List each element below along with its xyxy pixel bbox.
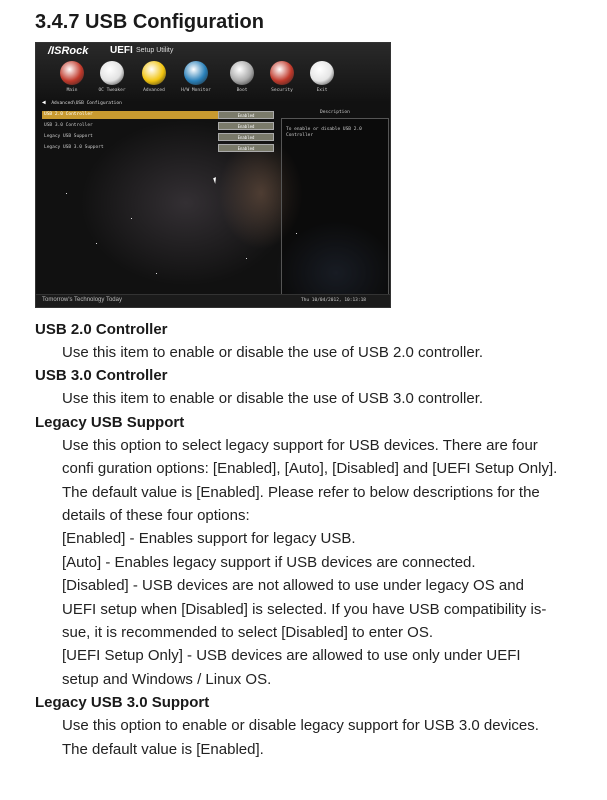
tab-main[interactable] [52,59,92,99]
paragraph-line: The default value is [Enabled]. [62,740,264,758]
paragraph-line: confi guration options: [Enabled], [Auto], [Disabled] and [UEFI Setup Only]. [62,460,558,478]
bios-item-label: USB 2.0 Controller [44,112,93,117]
description-header: Description [320,110,350,115]
back-arrow-icon[interactable]: ◀ [42,99,46,106]
section-paragraph [62,341,570,364]
bios-item-value[interactable]: Enabled [218,144,274,152]
tab-security[interactable] [262,59,302,99]
bios-item-value[interactable]: Enabled [218,122,274,130]
star-dot [296,233,297,234]
bios-item-label: Legacy USB 3.0 Support [44,145,104,150]
tab-exit[interactable] [302,59,342,99]
tab-label: Main [66,88,78,93]
bios-item-label: USB 3.0 Controller [44,123,93,128]
tab-advanced[interactable] [134,59,174,99]
bios-item-value[interactable]: Enabled [218,111,274,119]
paragraph-line: UEFI setup when [Disabled] is selected. If you have USB compatibility is- [62,600,547,618]
tab-label: Boot [236,88,248,93]
bios-footer [36,294,390,307]
bios-item-usb2-controller[interactable] [42,111,270,119]
section-heading: USB 3.0 Controller [35,367,168,385]
footer-datetime: Thu 10/04/2012, 10:13:18 [300,298,366,303]
paragraph-line: [Auto] - Enables legacy support if USB devices are connected. [62,553,476,571]
tab-label: Security [271,88,293,93]
star-dot [96,243,97,244]
paragraph-line: setup and Windows / Linux OS. [62,670,272,688]
uefi-label: UEFI [110,45,133,56]
paragraph-line: details of these four options: [62,507,250,525]
star-dot [131,218,132,219]
shield-icon [270,61,294,85]
tab-label: H/W Monitor [181,88,211,93]
paragraph-line: The default value is [Enabled]. Please refer to below descriptions for the [62,483,540,501]
bios-item-value[interactable]: Enabled [218,133,274,141]
section-heading: USB 2.0 Controller [35,321,168,338]
footer-slogan: Tomorrow's Technology Today [42,297,122,303]
tab-boot[interactable] [222,59,262,99]
bios-screenshot [35,42,391,308]
boot-icon [230,61,254,85]
star-dot [246,258,247,259]
paragraph-line: Use this item to enable or disable the use of USB 2.0 controller. [62,344,484,361]
paragraph-line: [Enabled] - Enables support for legacy USB. [62,530,356,548]
paragraph-line: sue, it is recommended to select [Disabled] to enter OS. [62,624,434,642]
paragraph-line: [Disabled] - USB devices are not allowed to use under legacy OS and [62,577,524,595]
section-heading: Legacy USB Support [35,413,185,431]
exit-icon [310,61,334,85]
breadcrumb-text: Advanced\USB Configuration [51,101,122,106]
asrock-logo: /ISRock [48,45,89,57]
tab-label: Advanced [143,88,165,93]
bios-tabs [46,59,336,99]
section-paragraph [62,714,570,761]
tab-label: Exit [316,88,328,93]
bios-item-legacy-usb-support[interactable] [42,133,270,141]
paragraph-line: Use this item to enable or disable the use of USB 3.0 controller. [62,390,484,408]
star-dot [66,193,67,194]
bios-item-label: Legacy USB Support [44,134,93,139]
monitor-icon [184,61,208,85]
section-paragraph [62,387,570,410]
bios-item-usb3-controller[interactable] [42,122,270,130]
bios-item-legacy-usb3-support[interactable] [42,144,270,152]
tab-h-w-monitor[interactable] [176,59,216,99]
setup-utility-label: Setup Utility [136,47,174,54]
description-text: To enable or disable USB 2.0 Controller [286,127,362,138]
page-title: 3.4.7 USB Configuration [35,11,264,33]
paragraph-line: Use this option to enable or disable legacy support for USB 3.0 devices. [62,717,539,735]
rocket-icon [100,61,124,85]
section-heading: Legacy USB 3.0 Support [35,694,210,712]
paragraph-line: [UEFI Setup Only] - USB devices are allowed to use only under UEFI [62,647,521,665]
breadcrumb [42,99,122,106]
tab-oc-tweaker[interactable] [92,59,132,99]
paragraph-line: Use this option to select legacy support for USB devices. There are four [62,436,538,454]
star-icon [142,61,166,85]
dragon-icon [60,61,84,85]
section-paragraph [62,434,570,691]
document-body [35,318,570,761]
mouse-cursor-icon [213,176,221,184]
star-dot [156,273,157,274]
tab-label: OC Tweaker [98,88,126,93]
description-panel [281,118,389,298]
